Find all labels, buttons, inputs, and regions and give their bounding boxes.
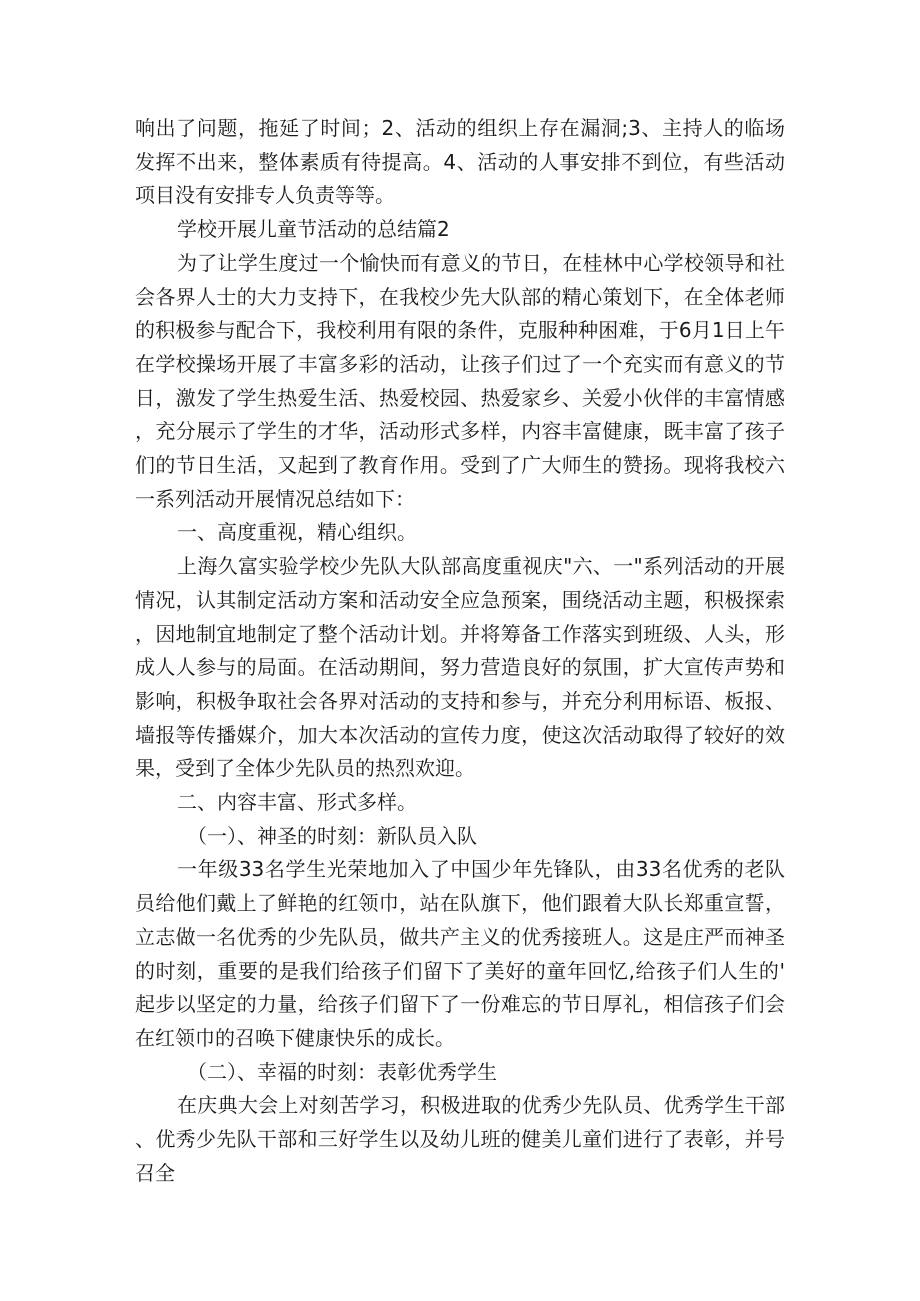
paragraph-intro: 为了让学生度过一个愉快而有意义的节日，在桂林中心学校领导和社会各界人士的大力支持下，在我校少先大队部的精心策划下，在全体老师的积极参与配合下，我校利用有限的条件，克服种种困难，于6月1日上午在学校操场开展了丰富多彩的活动，让孩子们过了一个充实而有意义的节日，激发了学生热爱生活、热爱校园、热爱家乡、关爱小伙伴的丰富情感，充分展示了学生的才华，活动形式多样，内容丰富健康，既丰富了孩子们的节日生活，又起到了教育作用。受到了广大师生的赞扬。现将我校六一系列活动开展情况总结如下： <box>135 250 785 511</box>
paragraph-part-one: 上海久富实验学校少先队大队部高度重视庆"六、一"系列活动的开展情况，认其制定活动方案和活动安全应急预案，围绕活动主题，积极探索，因地制宜地制定了整个活动计划。并将筹备工作落实到班级、人头，形成人人参与的局面。在活动期间，努力营造良好的氛围，扩大宣传声势和影响，积极争取社会各界对活动的支持和参与，并充分利用标语、板报、墙报等传播媒介，加大本次活动的宣传力度，使这次活动取得了较好的效果，受到了全体少先队员的热烈欢迎。 <box>135 554 785 781</box>
heading-part-one: 一、高度重视，精心组织。 <box>177 520 417 545</box>
paragraph-awards: 在庆典大会上对刻苦学习，积极进取的优秀少先队员、优秀学生干部、优秀少先队干部和三好学生以及幼儿班的健美儿童们进行了表彰，并号召全 <box>135 1093 785 1185</box>
subheading-awards: （二）、幸福的时刻：表彰优秀学生 <box>187 1059 497 1084</box>
heading-part-two: 二、内容丰富、形式多样。 <box>177 790 417 815</box>
section-heading-summary-2: 学校开展儿童节活动的总结篇2 <box>177 217 450 242</box>
paragraph-issues-continued: 响出了问题，拖延了时间；2、活动的组织上存在漏洞;3、主持人的临场发挥不出来，整体素质有待提高。4、活动的人事安排不到位，有些活动项目没有安排专人负责等等。 <box>135 116 785 208</box>
subheading-new-members: （一）、神圣的时刻：新队员入队 <box>187 823 477 848</box>
document-body <box>135 112 785 1191</box>
paragraph-new-members: 一年级33名学生光荣地加入了中国少年先锋队，由33名优秀的老队员给他们戴上了鲜艳的红领巾，站在队旗下，他们跟着大队长郑重宣誓，立志做一名优秀的少先队员，做共产主义的优秀接班人。这是庄严而神圣的时刻，重要的是我们给孩子们留下了美好的童年回忆,给孩子们人生的'起步以坚定的力量，给孩子们留下了一份难忘的节日厚礼，相信孩子们会在红领巾的召唤下健康快乐的成长。 <box>135 857 785 1050</box>
